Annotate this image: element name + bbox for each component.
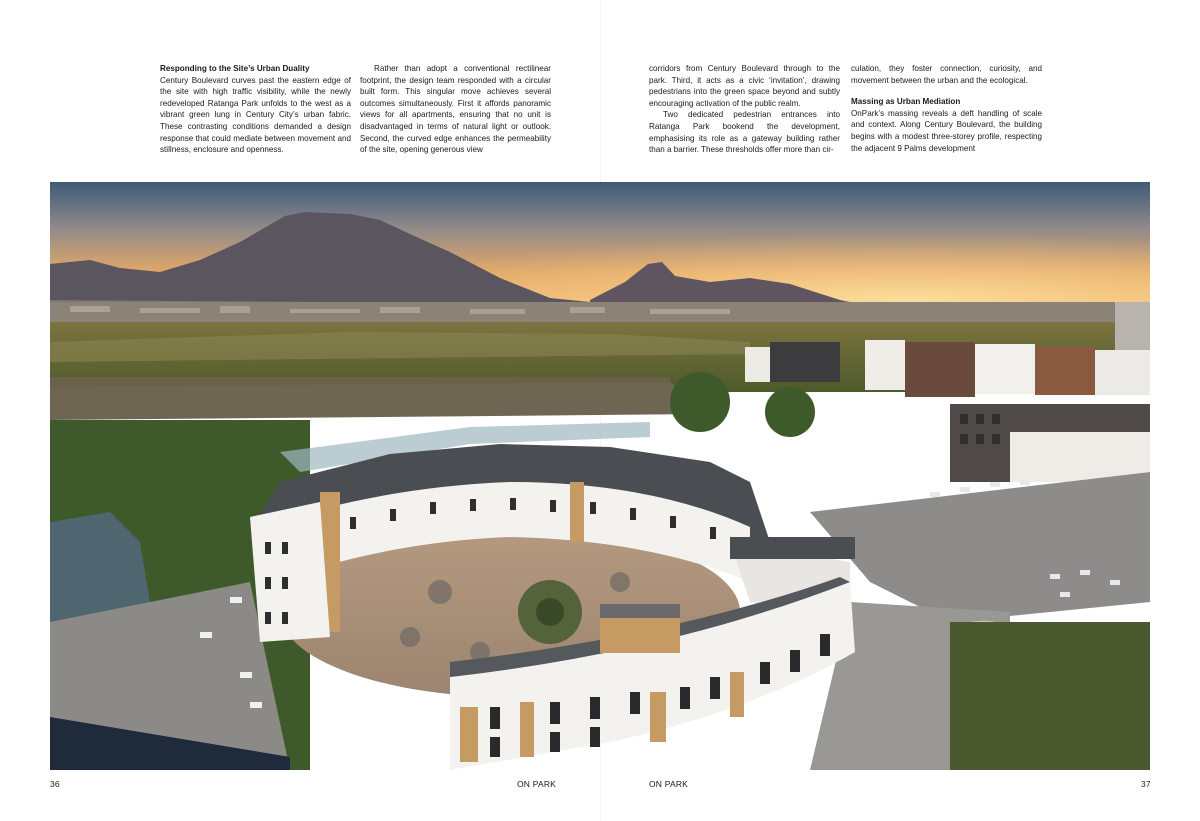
body-paragraph: Century Boulevard curves past the eastern edge of the site with high traffic visibility, while the newly redeveloped Ratanga Park unfolds to the west as a vibrant green lung in Century City’s urban fabric. These contrasting conditions demanded a design response that could mediate between movement and stillness, enclosure and openness.: [160, 75, 351, 155]
section-heading: Responding to the Site’s Urban Duality: [160, 64, 310, 73]
body-paragraph: culation, they foster connection, curiosity, and movement between the urban and the ecological.: [851, 64, 1042, 85]
section-heading: Massing as Urban Mediation: [851, 97, 961, 107]
text-column-2: [360, 63, 551, 156]
text-column-3: [649, 63, 840, 156]
aerial-photograph: [50, 182, 1150, 770]
text-column-1: [160, 63, 351, 156]
running-head-right: ON PARK: [649, 779, 689, 789]
body-paragraph: Two dedicated pedestrian entrances into Ratanga Park bookend the development, emphasising its role as a gateway building rather than a barrier. These thresholds offer more than cir-: [649, 110, 840, 155]
body-paragraph: corridors from Century Boulevard through to the park. Third, it acts as a civic ‘invitation’, drawing pedestrians into the green space beyond and subtly encouraging activation of the public realm.: [649, 64, 840, 108]
onpark-building: [250, 444, 855, 770]
page-number-right: 37: [1141, 779, 1151, 789]
body-paragraph: Rather than adopt a conventional rectilinear footprint, the design team responded with a circular built form. This singular move achieves several outcomes simultaneously. First it affords panoramic views for all apartments, ensuring that no unit is disadvantaged in terms of natural light or outlook. Second, the curved edge enhances the permeability of the site, opening generous view: [360, 64, 551, 155]
body-paragraph: OnPark’s massing reveals a deft handling of scale and context. Along Century Boulevard, the building begins with a modest three-storey profile, respecting the adjacent 9 Palms development: [851, 108, 1042, 153]
page-number-left: 36: [50, 779, 60, 789]
running-head-left: ON PARK: [517, 779, 557, 789]
text-column-4: [851, 63, 1042, 154]
road: [810, 472, 1150, 622]
